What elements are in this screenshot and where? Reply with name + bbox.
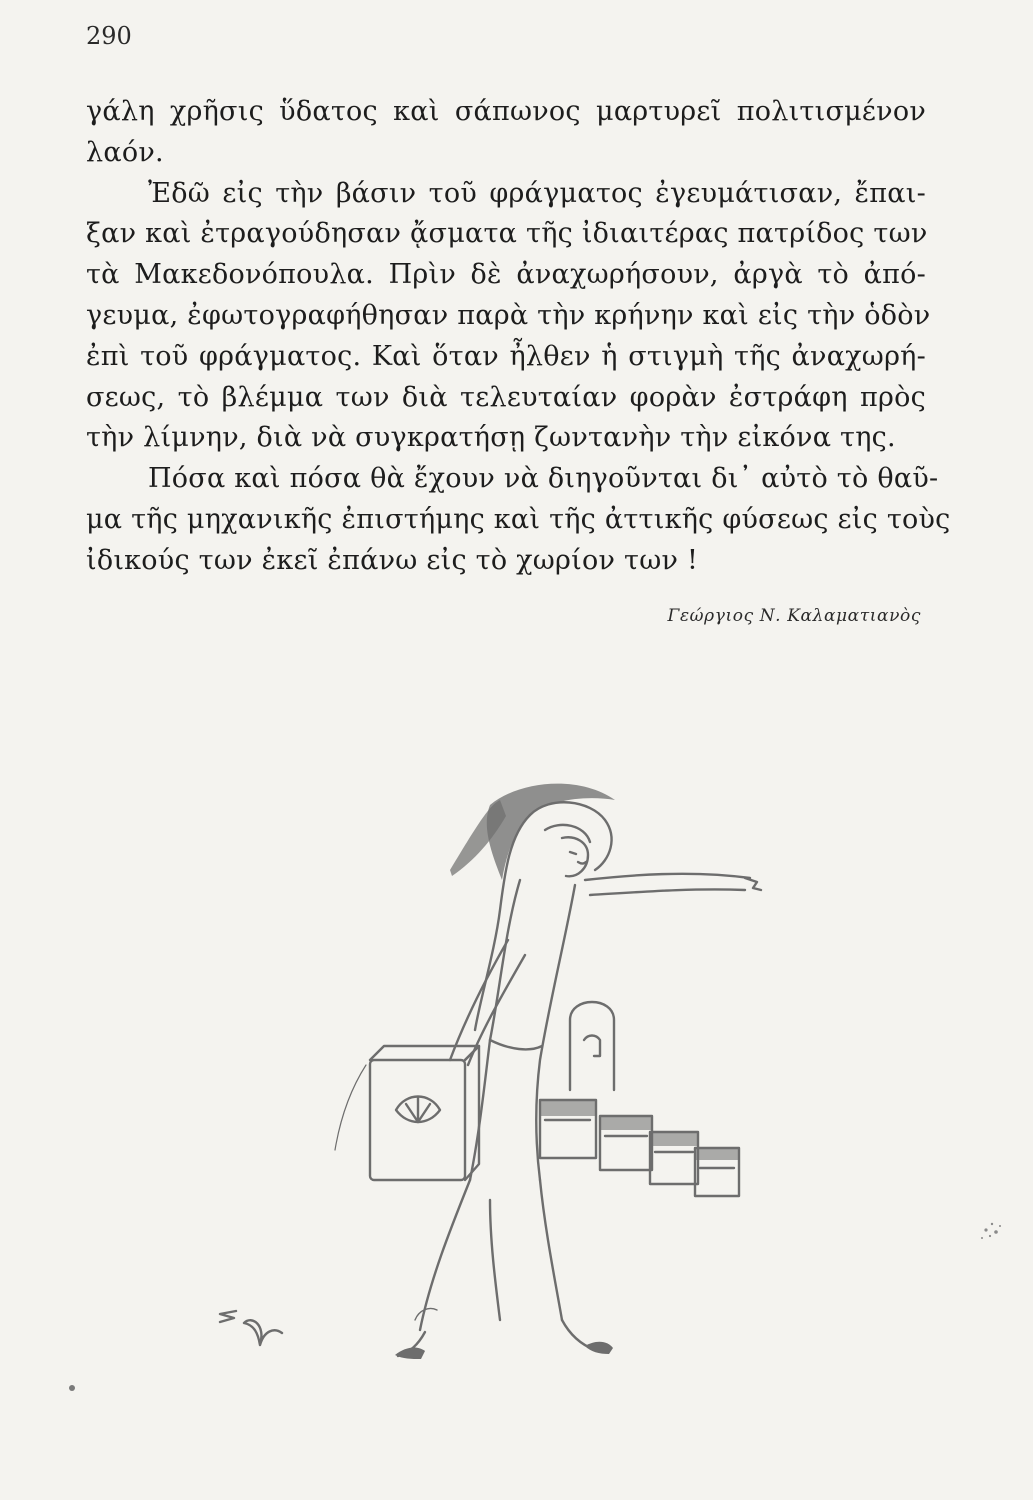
- text-line: ἰδικούς των ἐκεῖ ἐπάνω εἰς τὸ χωρίον των !: [86, 544, 699, 576]
- woman-carrying-oil-can-illustration: [190, 760, 830, 1370]
- text-line: τὰ Μακεδονόπουλα. Πρὶν δὲ ἀναχωρήσουν, ἀργὰ τὸ ἀπό-: [86, 259, 926, 291]
- text-line: μα τῆς μηχανικῆς ἐπιστήμης καὶ τῆς ἀττικῆς φύσεως εἰς τοὺς: [86, 503, 951, 535]
- text-line: ἐπὶ τοῦ φράγματος. Καὶ ὅταν ἦλθεν ἡ στιγμὴ τῆς ἀναχωρή-: [86, 340, 926, 372]
- page-number: 290: [86, 22, 132, 50]
- body-text: [86, 92, 951, 582]
- text-line: γάλη χρῆσις ὕδατος καὶ σάπωνος μαρτυρεῖ πολιτισμένον: [86, 96, 926, 127]
- author-signature: Γεώργιος Ν. Καλαματιανὸς: [667, 606, 921, 626]
- text-line: λαόν.: [86, 136, 164, 168]
- text-line: Πόσα καὶ πόσα θὰ ἔχουν νὰ διηγοῦνται δι᾽ αὐτὸ τὸ θαῦ-: [148, 463, 939, 495]
- paper-speck: [972, 1210, 1012, 1250]
- text-line: ξαν καὶ ἐτραγούδησαν ᾄσματα τῆς ἰδιαιτέρας πατρίδος των: [86, 218, 928, 250]
- paper-speck: [66, 1382, 78, 1394]
- text-line: σεως, τὸ βλέμμα των διὰ τελευταίαν φορὰν ἐστράφη πρὸς: [86, 381, 926, 413]
- text-line: Ἐδῶ εἰς τὴν βάσιν τοῦ φράγματος ἐγευμάτισαν, ἔπαι-: [148, 177, 926, 209]
- text-line: γευμα, ἐφωτογραφήθησαν παρὰ τὴν κρήνην καὶ εἰς τὴν ὁδὸν: [86, 299, 931, 331]
- text-line: τὴν λίμνην, διὰ νὰ συγκρατήσῃ ζωντανὴν τὴν εἰκόνα της.: [86, 422, 896, 454]
